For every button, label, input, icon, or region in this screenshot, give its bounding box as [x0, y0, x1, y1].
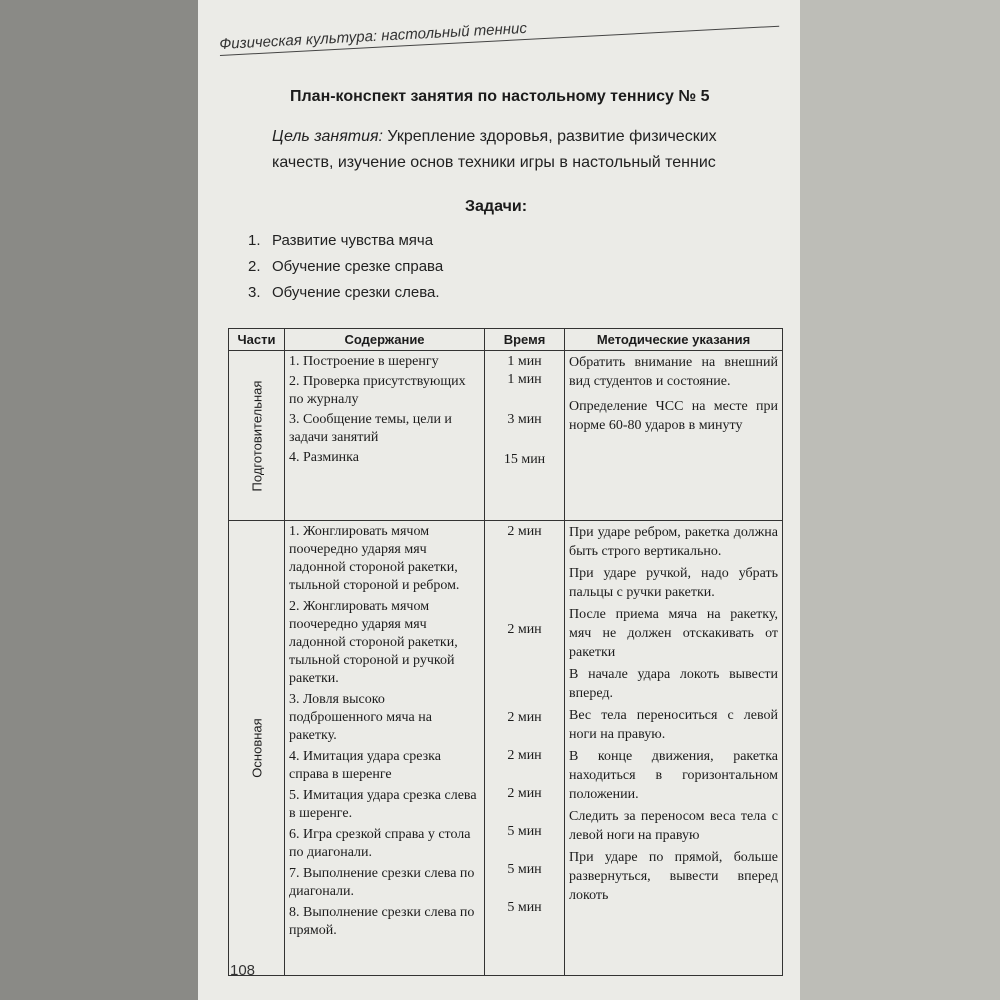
list-item	[248, 254, 443, 280]
method-note: При ударе по прямой, больше развернуться, вывести вперед локоть	[569, 850, 778, 903]
time-value: 15 мин	[503, 452, 546, 467]
content-cell	[285, 521, 485, 976]
tasks-heading: Задачи:	[465, 198, 528, 215]
facing-page-edge	[800, 0, 1000, 1000]
content-item: 5. Имитация удара срезка слева в шеренге.	[289, 788, 477, 821]
content-cell	[285, 351, 485, 521]
table-row	[229, 521, 783, 976]
time-value: 2 мин	[507, 748, 542, 763]
list-item	[248, 280, 443, 306]
task-text: Развитие чувства мяча	[272, 232, 434, 249]
task-number: 1.	[248, 232, 261, 249]
method-note: Следить за переносом веса тела с левой ноги на правую	[569, 809, 778, 843]
goal-text: Укрепление здоровья, развитие физических качеств, изучение основ техники игры в настольный теннис	[272, 128, 717, 171]
time-value: 1 мин	[507, 372, 542, 387]
part-label: Основная	[249, 718, 264, 778]
content-item: 4. Разминка	[289, 450, 359, 465]
content-item: 4. Имитация удара срезка справа в шеренге	[289, 749, 441, 782]
column-header-parts: Части	[229, 329, 285, 351]
time-value: 2 мин	[507, 524, 542, 539]
content-item: 2. Проверка присутствующих по журналу	[289, 374, 466, 407]
table-header-row	[229, 329, 783, 351]
part-label: Подготовительная	[249, 380, 264, 491]
time-value: 3 мин	[507, 412, 542, 427]
column-header-notes: Методические указания	[565, 329, 783, 351]
tasks-list	[248, 228, 443, 306]
content-item: 3. Сообщение темы, цели и задачи занятий	[289, 412, 452, 445]
content-item: 1. Построение в шеренгу	[289, 354, 439, 369]
method-note: Вес тела переноситься с левой ноги на правую.	[569, 708, 778, 742]
time-value: 5 мин	[507, 862, 542, 877]
task-number: 3.	[248, 284, 261, 301]
content-item: 1. Жонглировать мячом поочередно ударяя мяч ладонной стороной ракетки, тыльной стороной и ребром.	[289, 524, 460, 593]
task-number: 2.	[248, 258, 261, 275]
method-note: В начале удара локоть вывести вперед.	[569, 667, 778, 701]
lesson-plan-table	[228, 328, 783, 976]
time-value: 5 мин	[507, 824, 542, 839]
time-cell	[485, 521, 565, 976]
time-value: 1 мин	[507, 354, 542, 369]
task-text: Обучение срезки слева.	[272, 284, 440, 301]
notes-cell	[565, 351, 783, 521]
goal-paragraph	[272, 124, 752, 176]
time-value: 5 мин	[507, 900, 542, 915]
method-note: После приема мяча на ракетку, мяч не должен отскакивать от ракетки	[569, 607, 778, 660]
method-note: Определение ЧСС на месте при норме 60-80 ударов в минуту	[569, 399, 778, 433]
task-text: Обучение срезке справа	[272, 258, 444, 275]
method-note: При ударе ручкой, надо убрать пальцы с ручки ракетки.	[569, 566, 778, 600]
method-note: Обратить внимание на внешний вид студентов и состояние.	[569, 355, 778, 389]
content-item: 6. Игра срезкой справа у стола по диагонали.	[289, 827, 471, 860]
content-item: 8. Выполнение срезки слева по прямой.	[289, 905, 475, 938]
page-title: План-конспект занятия по настольному теннису № 5	[290, 88, 710, 105]
content-item: 2. Жонглировать мячом поочередно ударяя мяч ладонной стороной ракетки, тыльной стороной и ручкой ракетки.	[289, 599, 458, 686]
content-item: 7. Выполнение срезки слева по диагонали.	[289, 866, 475, 899]
goal-label: Цель занятия:	[272, 128, 383, 145]
time-cell	[485, 351, 565, 521]
content-item: 3. Ловля высоко подброшенного мяча на ракетку.	[289, 692, 432, 743]
page-number: 108	[230, 962, 256, 979]
part-cell-preparatory	[229, 351, 285, 521]
list-item	[248, 228, 443, 254]
column-header-content: Содержание	[285, 329, 485, 351]
method-note: При ударе ребром, ракетка должна быть строго вертикально.	[569, 525, 778, 559]
running-head: Физическая культура: настольный теннис	[219, 7, 779, 56]
time-value: 2 мин	[507, 786, 542, 801]
table-row	[229, 351, 783, 521]
part-cell-main	[229, 521, 285, 976]
method-note: В конце движения, ракетка находиться в горизонтальном положении.	[569, 749, 778, 802]
column-header-time: Время	[485, 329, 565, 351]
time-value: 2 мин	[507, 622, 542, 637]
time-value: 2 мин	[507, 710, 542, 725]
notes-cell	[565, 521, 783, 976]
